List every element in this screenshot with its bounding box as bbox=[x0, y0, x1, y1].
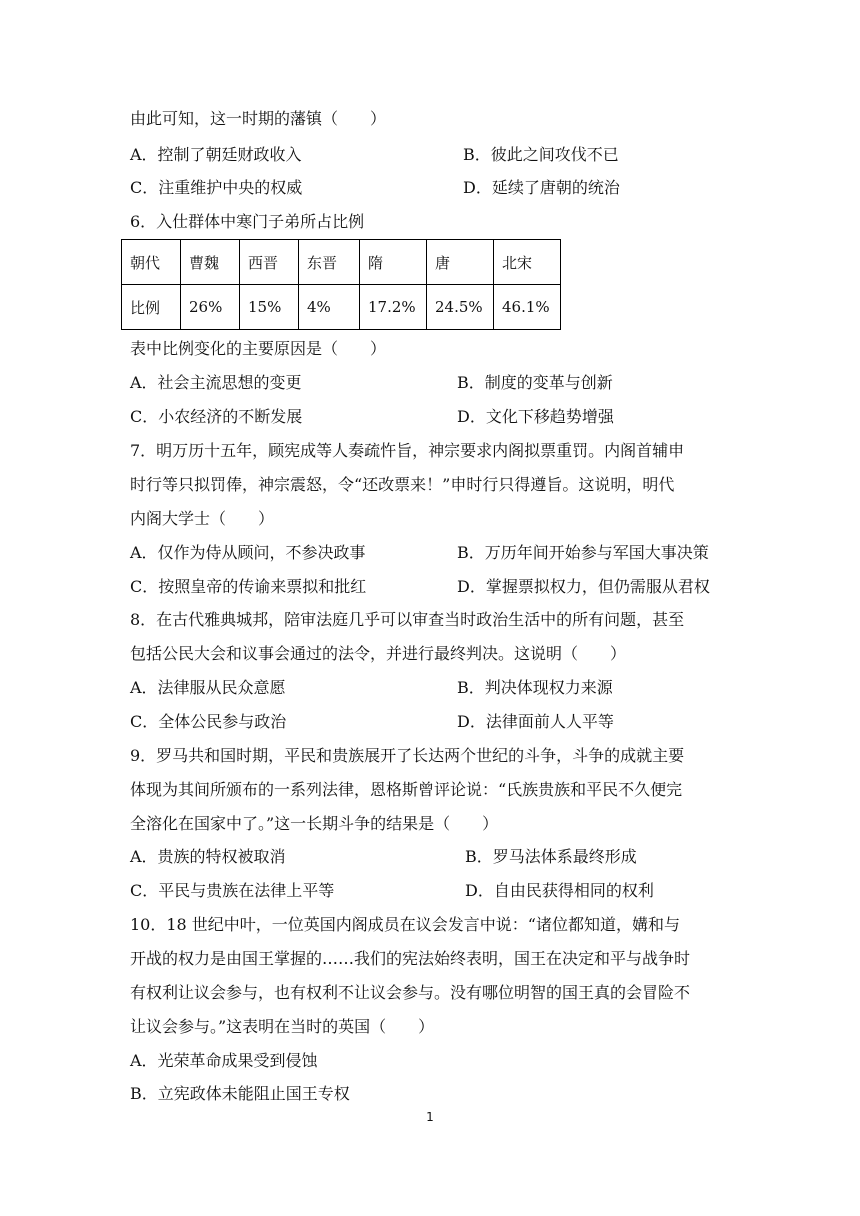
page-number: 1 bbox=[426, 1110, 434, 1124]
q6-option-c: C．小农经济的不断发展 bbox=[130, 407, 303, 426]
q6-ratio-table bbox=[121, 239, 561, 330]
q5-stem: 由此可知，这一时期的藩镇（ ） bbox=[130, 109, 387, 128]
table-cell: 46.1% bbox=[494, 285, 561, 330]
table-cell: 15% bbox=[240, 285, 299, 330]
q10-option-b: B．立宪政体未能阻止国王专权 bbox=[130, 1084, 350, 1103]
q7-option-b: B．万历年间开始参与军国大事决策 bbox=[457, 543, 709, 562]
table-cell: 26% bbox=[181, 285, 240, 330]
q8-option-a: A．法律服从民众意愿 bbox=[130, 678, 286, 697]
q6-option-b: B．制度的变革与创新 bbox=[457, 373, 613, 392]
q9-line-1: 9．罗马共和国时期，平民和贵族展开了长达两个世纪的斗争，斗争的成就主要 bbox=[130, 746, 685, 765]
q5-option-b: B．彼此之间攻伐不已 bbox=[463, 145, 619, 164]
q8-line-1: 8．在古代雅典城邦，陪审法庭几乎可以审查当时政治生活中的所有问题，甚至 bbox=[130, 610, 685, 629]
q5-option-d: D．延续了唐朝的统治 bbox=[463, 178, 620, 197]
q6-stem: 表中比例变化的主要原因是（ ） bbox=[130, 339, 387, 358]
table-cell: 北宋 bbox=[494, 240, 561, 285]
q7-option-c: C．按照皇帝的传谕来票拟和批红 bbox=[130, 577, 367, 596]
table-row-dynasty bbox=[122, 240, 561, 285]
q8-option-b: B．判决体现权力来源 bbox=[457, 678, 613, 697]
q7-line-1: 7．明万历十五年，顾宪成等人奏疏忤旨，神宗要求内阁拟票重罚。内阁首辅申 bbox=[130, 441, 685, 460]
q10-line-3: 有权利让议会参与，也有权利不让议会参与。没有哪位明智的国王真的会冒险不 bbox=[130, 983, 691, 1002]
q9-line-2: 体现为其间所颁布的一系列法律，恩格斯曾评论说：“氏族贵族和平民不久便完 bbox=[130, 780, 683, 799]
q10-line-2: 开战的权力是由国王掌握的……我们的宪法始终表明，国王在决定和平与战争时 bbox=[130, 949, 691, 968]
q8-option-d: D．法律面前人人平等 bbox=[457, 712, 614, 731]
q10-line-1: 10．18 世纪中叶，一位英国内阁成员在议会发言中说：“诸位都知道，媾和与 bbox=[130, 915, 680, 934]
table-cell: 东晋 bbox=[299, 240, 360, 285]
table-cell: 24.5% bbox=[427, 285, 494, 330]
table-cell: 17.2% bbox=[360, 285, 427, 330]
q9-option-c: C．平民与贵族在法律上平等 bbox=[130, 881, 335, 900]
table-cell: 隋 bbox=[360, 240, 427, 285]
q7-line-2: 时行等只拟罚俸，神宗震怒，令“还改票来！”申时行只得遵旨。这说明，明代 bbox=[130, 475, 675, 494]
q10-line-4: 让议会参与。”这表明在当时的英国（ ） bbox=[130, 1017, 435, 1036]
q5-option-a: A．控制了朝廷财政收入 bbox=[130, 145, 302, 164]
table-cell: 曹魏 bbox=[181, 240, 240, 285]
table-cell: 唐 bbox=[427, 240, 494, 285]
q9-option-b: B．罗马法体系最终形成 bbox=[465, 847, 637, 866]
q8-line-2: 包括公民大会和议事会通过的法令，并进行最终判决。这说明（ ） bbox=[130, 644, 627, 663]
q8-option-c: C．全体公民参与政治 bbox=[130, 712, 287, 731]
q9-option-d: D．自由民获得相同的权利 bbox=[465, 881, 654, 900]
table-cell: 朝代 bbox=[122, 240, 181, 285]
table-cell: 4% bbox=[299, 285, 360, 330]
q5-option-c: C．注重维护中央的权威 bbox=[130, 178, 303, 197]
table-cell: 比例 bbox=[122, 285, 181, 330]
q7-line-3: 内阁大学士（ ） bbox=[130, 509, 275, 528]
q6-title: 6．入仕群体中寒门子弟所占比例 bbox=[130, 212, 365, 231]
q6-option-d: D．文化下移趋势增强 bbox=[457, 407, 614, 426]
q7-option-d: D．掌握票拟权力，但仍需服从君权 bbox=[457, 577, 710, 596]
q9-option-a: A．贵族的特权被取消 bbox=[130, 847, 286, 866]
q6-option-a: A．社会主流思想的变更 bbox=[130, 373, 302, 392]
table-cell: 西晋 bbox=[240, 240, 299, 285]
q7-option-a: A．仅作为侍从顾问，不参决政事 bbox=[130, 543, 366, 562]
q10-option-a: A．光荣革命成果受到侵蚀 bbox=[130, 1051, 318, 1070]
q9-line-3: 全溶化在国家中了。”这一长期斗争的结果是（ ） bbox=[130, 814, 499, 833]
table-row-ratio bbox=[122, 285, 561, 330]
